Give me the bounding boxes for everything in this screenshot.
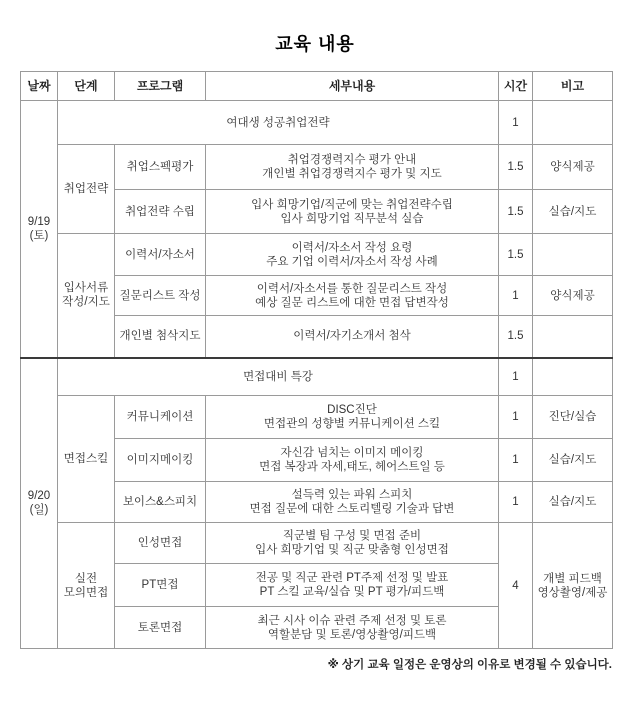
detail-cell	[206, 190, 499, 234]
detail-line1: 입사 희망기업/직군에 맞는 취업전략수립	[251, 198, 453, 211]
page-title: 교육 내용	[275, 34, 355, 54]
note-line1: 개별 피드백	[543, 572, 602, 585]
detail-line2: 개인별 취업경쟁력지수 평가 및 지도	[262, 168, 442, 180]
header-stage: 단계	[58, 72, 115, 101]
stage-line1: 실전	[74, 572, 98, 585]
program-cell: 보이스&스피치	[115, 482, 206, 523]
detail-line1: 직군별 팀 구성 및 면접 준비	[282, 530, 422, 542]
header-hours: 시간	[499, 72, 533, 101]
detail-cell	[206, 523, 499, 564]
note-cell: 실습/지도	[533, 190, 613, 234]
program-cell: 이력서/자소서	[115, 234, 206, 276]
table-header-row	[21, 72, 613, 101]
hours-cell: 1	[499, 101, 533, 145]
note-cell: 실습/지도	[533, 439, 613, 482]
detail-line2: 면접관의 성향별 커뮤니케이션 스킬	[263, 418, 441, 430]
note-cell	[533, 358, 613, 396]
detail-cell	[206, 439, 499, 482]
hours-cell: 1.5	[499, 190, 533, 234]
stage-cell	[58, 396, 115, 523]
stage-line1: 면접스킬	[63, 453, 109, 465]
header-date: 날짜	[21, 72, 58, 101]
detail-cell	[206, 482, 499, 523]
hours-cell: 1	[499, 439, 533, 482]
detail-line1: DISC진단	[327, 404, 377, 416]
hours-cell: 1	[499, 482, 533, 523]
hours-cell: 1	[499, 276, 533, 316]
program-cell: 이미지메이킹	[115, 439, 206, 482]
detail-cell	[206, 396, 499, 439]
detail-line2: 역할분담 및 토론/영상촬영/피드백	[267, 628, 437, 641]
program-cell: 질문리스트 작성	[115, 276, 206, 316]
note-cell	[533, 101, 613, 145]
hours-cell: 1.5	[499, 234, 533, 276]
program-cell: 개인별 첨삭지도	[115, 316, 206, 358]
special-lecture-cell: 면접대비 특강	[58, 358, 499, 396]
note-line2: 영상촬영/제공	[537, 586, 608, 599]
stage-line1: 입사서류	[63, 282, 109, 295]
detail-line1: 취업경쟁력지수 평가 안내	[287, 154, 417, 166]
hours-cell: 1	[499, 396, 533, 439]
special-lecture-cell: 여대생 성공취업전략	[58, 101, 499, 145]
table-row	[21, 234, 613, 276]
note-cell	[533, 316, 613, 358]
note-cell-merged	[533, 523, 613, 649]
detail-cell	[206, 234, 499, 276]
note-cell	[533, 234, 613, 276]
program-cell: 커뮤니케이션	[115, 396, 206, 439]
hours-cell: 1.5	[499, 316, 533, 358]
note-cell: 양식제공	[533, 276, 613, 316]
detail-line1: 최근 시사 이슈 관련 주제 선정 및 토론	[257, 614, 447, 627]
date-cell-920	[21, 358, 58, 649]
header-note: 비고	[533, 72, 613, 101]
schedule-change-footnote: ※ 상기 교육 일정은 운영상의 이유로 변경될 수 있습니다.	[327, 659, 612, 671]
stage-line2: 작성/지도	[62, 296, 110, 309]
hours-cell: 1	[499, 358, 533, 396]
detail-line1: 설득력 있는 파워 스피치	[291, 489, 413, 501]
stage-line2: 모의면접	[63, 586, 109, 599]
date-cell-919	[21, 101, 58, 358]
stage-cell	[58, 145, 115, 234]
note-cell: 진단/실습	[533, 396, 613, 439]
table-row	[21, 358, 613, 396]
date-line2: (토)	[29, 229, 49, 242]
program-cell: 토론면접	[115, 607, 206, 649]
stage-line1: 취업전략	[63, 183, 109, 195]
note-cell: 양식제공	[533, 145, 613, 190]
detail-cell	[206, 564, 499, 607]
education-schedule-table	[20, 71, 613, 649]
program-cell: 취업스펙평가	[115, 145, 206, 190]
detail-line1: 이력서/자기소개서 첨삭	[293, 330, 411, 343]
table-row	[21, 523, 613, 564]
program-cell: 취업전략 수립	[115, 190, 206, 234]
detail-line2: 예상 질문 리스트에 대한 면접 답변작성	[255, 296, 449, 309]
detail-line2: PT 스킬 교육/실습 및 PT 평가/피드백	[259, 586, 445, 598]
detail-cell	[206, 607, 499, 649]
detail-line1: 자신감 넘치는 이미지 메이킹	[280, 447, 424, 459]
detail-cell	[206, 316, 499, 358]
date-line2: (일)	[29, 504, 49, 517]
detail-cell	[206, 145, 499, 190]
program-cell: 인성면접	[115, 523, 206, 564]
detail-line2: 면접 질문에 대한 스토리텔링 기술과 답변	[249, 503, 455, 515]
date-line1: 9/20	[27, 490, 51, 503]
table-row	[21, 396, 613, 439]
detail-line2: 입사 희망기업 및 직군 맞춤형 인성면접	[255, 544, 449, 556]
detail-line2: 면접 복장과 자세,태도, 헤어스트일 등	[259, 461, 445, 473]
detail-cell	[206, 276, 499, 316]
table-row	[21, 145, 613, 190]
detail-line1: 이력서/자소서를 통한 질문리스트 작성	[256, 282, 448, 295]
detail-line2: 주요 기업 이력서/자소서 작성 사례	[266, 255, 438, 268]
note-cell: 실습/지도	[533, 482, 613, 523]
stage-cell	[58, 234, 115, 358]
detail-line1: 이력서/자소서 작성 요령	[291, 241, 413, 254]
hours-cell-merged: 4	[499, 523, 533, 649]
detail-line2: 입사 희망기업 직무분석 실습	[280, 212, 424, 225]
detail-line1: 전공 및 직군 관련 PT주제 선정 및 발표	[255, 572, 449, 584]
header-details: 세부내용	[206, 72, 499, 101]
table-row	[21, 101, 613, 145]
program-cell: PT면접	[115, 564, 206, 607]
hours-cell: 1.5	[499, 145, 533, 190]
header-program: 프로그램	[115, 72, 206, 101]
stage-cell	[58, 523, 115, 649]
date-line1: 9/19	[27, 215, 51, 228]
